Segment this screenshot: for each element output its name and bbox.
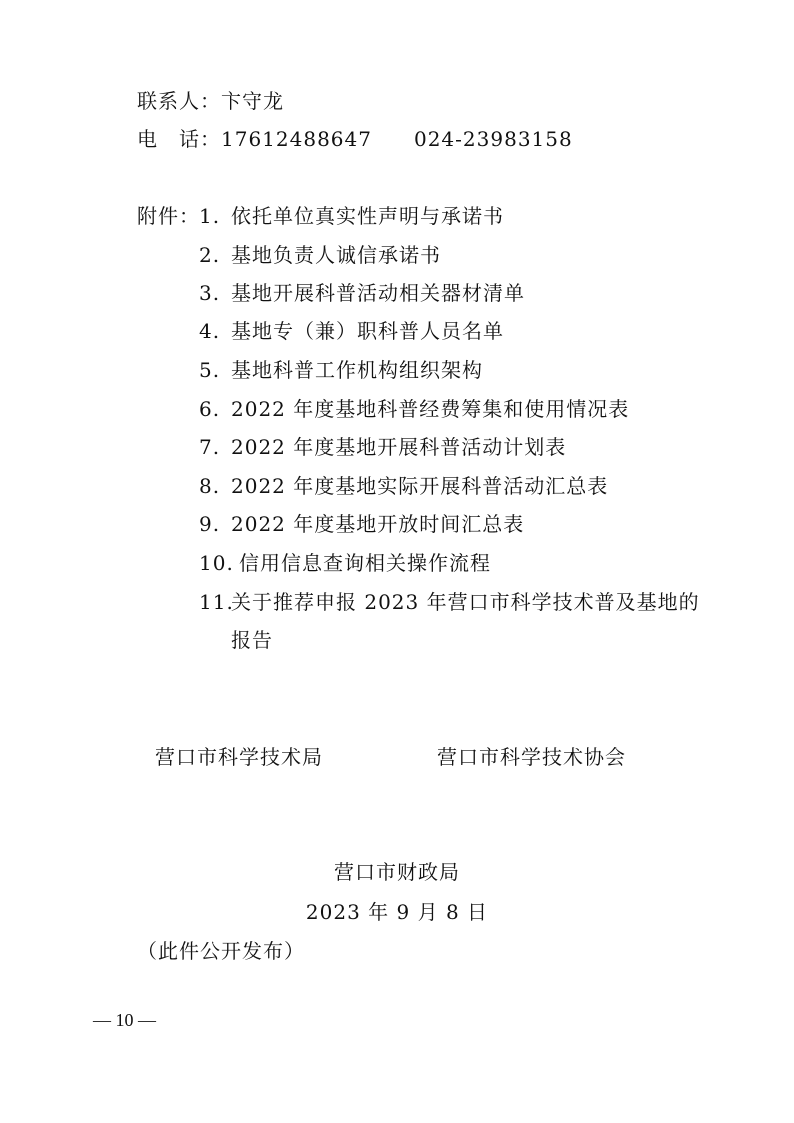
- attachment-item: [199, 473, 608, 499]
- attachment-number: 1.: [199, 204, 221, 228]
- signature-center: 营口市财政局: [334, 860, 460, 884]
- contact-phone-line: [137, 126, 573, 152]
- attachment-number: 6.: [199, 397, 221, 421]
- attachment-number: 7.: [199, 435, 221, 459]
- attachment-item: [199, 357, 483, 383]
- attachment-item: [199, 434, 566, 460]
- attachment-number: 5.: [199, 358, 221, 382]
- attachment-item-continuation: 报告: [231, 628, 273, 652]
- attachment-text: 依托单位真实性声明与承诺书: [231, 204, 504, 228]
- contact-phone-label: 电 话：: [137, 127, 221, 151]
- attachment-number: 11.: [199, 590, 234, 614]
- attachment-text: 2022 年度基地开放时间汇总表: [231, 512, 525, 536]
- attachment-number: 9.: [199, 512, 221, 536]
- attachment-item: [199, 550, 491, 576]
- signature-left: 营口市科学技术局: [155, 745, 323, 769]
- attachment-text: 基地科普工作机构组织架构: [231, 358, 483, 382]
- attachment-text: 2022 年度基地科普经费筹集和使用情况表: [231, 397, 630, 421]
- attachment-number: 2.: [199, 243, 221, 267]
- contact-person-label: 联系人：: [137, 89, 221, 113]
- attachment-item: [199, 203, 504, 229]
- attachment-text: 信用信息查询相关操作流程: [239, 551, 491, 575]
- attachment-text: 基地开展科普活动相关器材清单: [231, 281, 525, 305]
- attachment-text: 2022 年度基地开展科普活动计划表: [231, 435, 567, 459]
- attachment-number: 3.: [199, 281, 221, 305]
- attachment-number: 4.: [199, 319, 221, 343]
- attachment-item: [199, 511, 524, 537]
- attachment-text: 基地负责人诚信承诺书: [231, 243, 441, 267]
- attachment-item: [199, 589, 700, 615]
- publication-note: （此件公开发布）: [137, 939, 305, 963]
- attachment-text: 关于推荐申报 2023 年营口市科学技术普及基地的: [231, 590, 700, 614]
- attachment-number: 8.: [199, 474, 221, 498]
- attachments-label: 附件：: [137, 204, 200, 228]
- signature-right: 营口市科学技术协会: [437, 745, 626, 769]
- attachment-text: 基地专（兼）职科普人员名单: [231, 319, 504, 343]
- attachment-item: [199, 242, 441, 268]
- contact-person-name: 卞守龙: [221, 89, 284, 113]
- signature-date: 2023 年 9 月 8 日: [305, 900, 489, 924]
- attachment-item: [199, 318, 504, 344]
- attachment-item: [199, 396, 629, 422]
- attachment-number: 10.: [199, 551, 234, 575]
- attachment-text: 2022 年度基地实际开展科普活动汇总表: [231, 474, 609, 498]
- attachment-item: [199, 280, 525, 306]
- contact-phone-1: 17612488647: [221, 127, 372, 151]
- contact-phone-2: 024-23983158: [413, 127, 573, 151]
- page-number: — 10 —: [93, 1010, 156, 1030]
- contact-person-line: [137, 88, 284, 114]
